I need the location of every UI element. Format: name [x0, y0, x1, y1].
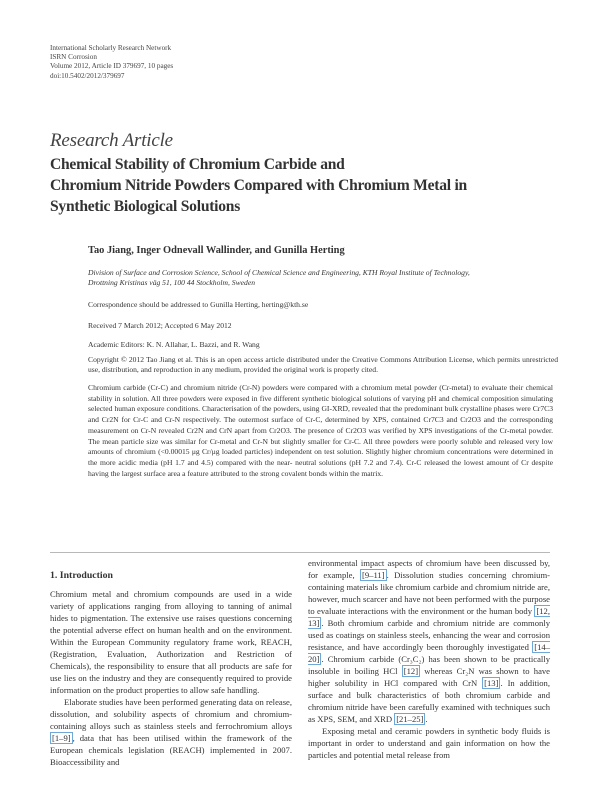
citation-link[interactable]: [9–11]: [361, 570, 385, 580]
citation-link[interactable]: [12, 13]: [308, 606, 550, 628]
text-run: Elaborate studies have been performed generating data on release, dissolution, and solubility aspects of chromium and chromium-containing alloys such as stainless steels and ferrochromium alloys: [50, 697, 292, 731]
text-run: . Both chromium carbide and chromium nitride are commonly used as coatings on stainless steels, enhancing the wear and corrosion resistance, and have accordingly been thoroughly investigated: [308, 618, 550, 652]
journal-name: International Scholarly Research Network: [50, 44, 172, 52]
copyright-text: Copyright © 2012 Tao Jiang et al. This is an open access article distributed under the Creative Commons Attribution License, which permits unrestricted use, distribution, and reproduction in any medium, provided the original work is properly cited.: [88, 355, 558, 374]
received-text: Received 7 March 2012; Accepted 6 May 2012: [88, 321, 232, 330]
title-line: Chemical Stability of Chromium Carbide and: [50, 156, 345, 173]
abstract: Chromium carbide (Cr-C) and chromium nitride (Cr-N) powders were compared with a chromium metal powder (Cr-metal) to evaluate their chemical stability in solution. All three powders were exposed in five different synthetic biological solutions of varying pH and chemical composition simulating selected human exposure conditions. Characterisation of the powders, using GI-XRD, revealed that the predominant bulk crystalline phases were Cr7C3 and Cr2N for Cr-C and Cr-N respectively. The outermost surface of Cr-C, determined by XPS, contained Cr7C3 and Cr2O3 and the corresponding measurement on Cr-N revealed Cr2N and CrN apart from Cr2O3. The presence of Cr2O3 was verified by XPS investigations of the Cr-metal powder. The mean particle size was similar for Cr-metal and Cr-N but slightly smaller for Cr-C. All three powders were poorly soluble and released very low amounts of chromium (<0.00015 μg Cr/μg loaded particles) independent on test solution. Slightly higher chromium concentrations were determined in the more acidic media (pH 1.7 and 4.5) compared with the near- neutral solutions (pH 7.2 and 7.4). Cr-C released the lowest amount of Cr despite having the largest surface area a feature attributed to the strong covalent bonds within the matrix.: [88, 383, 553, 478]
article-type: Research Article: [50, 130, 173, 151]
affiliation: [88, 268, 558, 288]
text-run: .: [425, 714, 428, 724]
journal-subname: ISRN Corrosion: [50, 53, 97, 62]
text-run: whereas Cr₂N was shown to have higher solubility in HCl compared with CrN: [308, 666, 550, 688]
journal-info: [50, 44, 173, 81]
journal-doi: doi:10.5402/2012/379697: [50, 71, 125, 80]
text-run: , data that has been utilised within the framework of the European chemicals legislation (REACH) implemented in 2007. Bioaccessibility and: [50, 733, 292, 767]
intro-paragraph: Exposing metal and ceramic powders in synthetic body fluids is important in order to understand and gain information on how the particles and potential metal release from: [308, 726, 550, 760]
academic-editors: [88, 340, 558, 350]
intro-paragraph: [308, 557, 550, 725]
journal-volume: Volume 2012, Article ID 379697, 10 pages: [50, 62, 174, 71]
citation-link[interactable]: [1–9]: [52, 733, 71, 743]
title-line: Synthetic Biological Solutions: [50, 197, 241, 215]
left-column: [50, 588, 292, 768]
text-run: . Dissolution studies concerning chromium-containing materials like chromium carbide and chromium nitride are, however, much scarcer and have not been performed with the purpose to evaluate interactions with the environment or the human body: [308, 570, 550, 616]
received-dates: [88, 321, 558, 331]
citation-link[interactable]: [13]: [484, 678, 499, 688]
text-run: . In addition, surface and bulk characteristics of both chromium carbide and chromium nitride have been carefully examined with techniques such as XPS, SEM, and XRD: [308, 678, 550, 724]
right-column: [308, 557, 550, 761]
citation-link[interactable]: [14–20]: [308, 642, 550, 664]
text-run: environmental impact aspects of chromium have been discussed by, for example,: [308, 558, 550, 580]
citation-link[interactable]: [21–25]: [396, 714, 424, 724]
copyright: [88, 355, 558, 375]
affiliation-line: Division of Surface and Corrosion Science, School of Chemical Science and Engineering, KTH Royal Institute of Technology,: [88, 268, 470, 277]
authors: Tao Jiang, Inger Odnevall Wallinder, and Gunilla Herting: [88, 245, 345, 256]
intro-paragraph: Chromium metal and chromium compounds are used in a wide variety of applications ranging from alloying to tanning of animal hides to pigmentation. The extensive use raises questions concerning the potential adverse effect on human health and on the environment. Within the European Community regulatory frame work, REACH, (Registration, Evaluation, Authorization and Restriction of Chemicals), the responsibility to ensure that all products are safe for use lies on the industry and they are consequently required to provide information on the product properties to allow safe handling.: [50, 589, 292, 695]
section-heading: 1. Introduction: [50, 570, 113, 581]
editors-text: Academic Editors: K. N. Allahar, L. Bazzi, and R. Wang: [88, 340, 260, 349]
correspondence-text: Correspondence should be addressed to Gunilla Herting, herting@kth.se: [88, 300, 309, 309]
affiliation-line: Drottning Kristinas väg 51, 100 44 Stockholm, Sweden: [88, 278, 255, 287]
text-run: . Chromium carbide (Cr₃C₂) has been shown to be practically insoluble in boiling HCl: [308, 654, 550, 676]
section-divider: [50, 552, 550, 553]
article-title: [50, 155, 570, 217]
citation-link[interactable]: [12]: [403, 666, 419, 676]
title-line: Chromium Nitride Powders Compared with Chromium Metal in: [50, 176, 467, 194]
intro-paragraph: [50, 696, 292, 768]
correspondence: [88, 300, 558, 310]
